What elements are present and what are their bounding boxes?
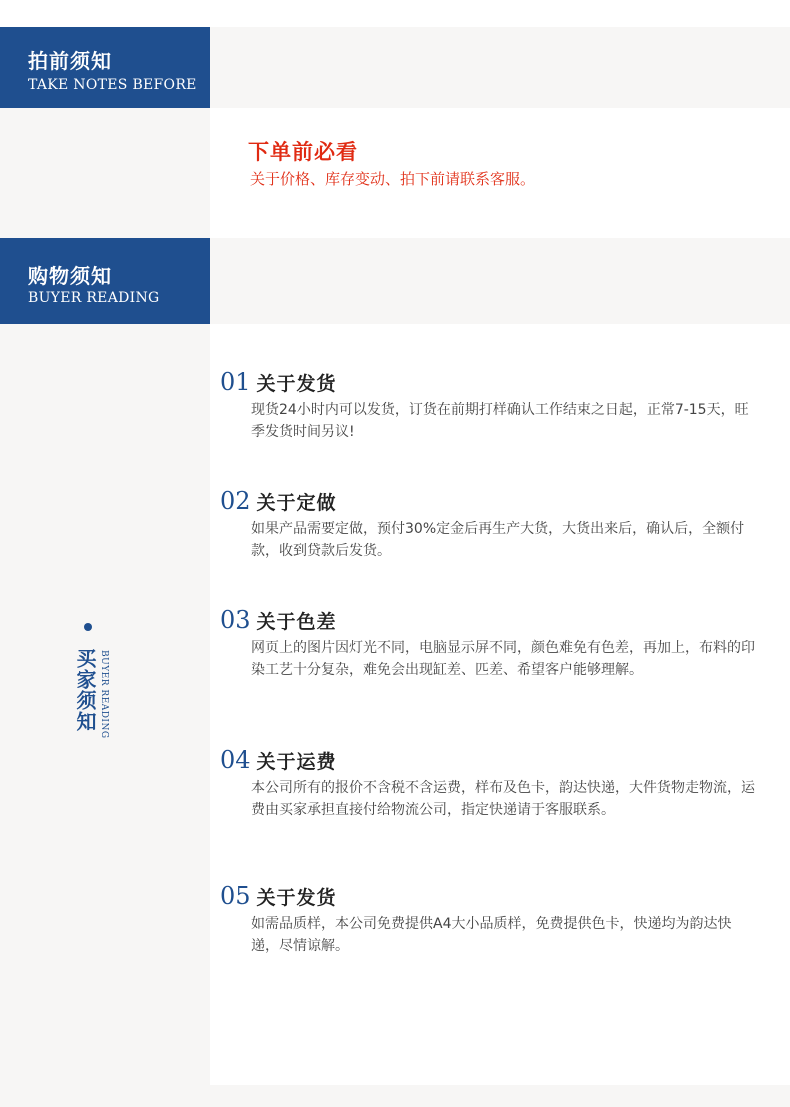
item-body: 如需品质样，本公司免费提供A4大小品质样，免费提供色卡，快递均为韵达快递，尽情谅解。 bbox=[251, 916, 732, 954]
item-body: 网页上的图片因灯光不同，电脑显示屏不同，颜色难免有色差，再加上，布料的印染工艺十分复杂，难免会出现缸差、匹差、希望客户能够理解。 bbox=[251, 640, 755, 678]
notice-item bbox=[220, 368, 760, 443]
item-number: 04 bbox=[220, 746, 251, 774]
notice-item bbox=[220, 882, 760, 957]
bottom-strip bbox=[210, 1085, 790, 1107]
section-title: 拍前须知 bbox=[28, 49, 112, 73]
notice-title: 下单前必看 bbox=[248, 140, 358, 164]
side-title: 买家须知 bbox=[73, 648, 97, 732]
notice-text: 关于价格、库存变动、拍下前请联系客服。 bbox=[250, 170, 536, 188]
item-number: 01 bbox=[220, 368, 251, 396]
item-title: 关于发货 bbox=[256, 887, 337, 909]
notice-left-panel bbox=[0, 108, 210, 238]
side-subtitle: BUYER READING bbox=[99, 650, 109, 739]
item-body: 如果产品需要定做，预付30%定金后再生产大货，大货出来后，确认后，全额付款，收到贷款后发货。 bbox=[251, 521, 745, 559]
section-subtitle: BUYER READING bbox=[28, 290, 160, 306]
notice-item bbox=[220, 746, 760, 821]
item-number: 03 bbox=[220, 606, 251, 634]
item-body: 本公司所有的报价不含税不含运费，样布及色卡，韵达快递，大件货物走物流，运费由买家承担直接付给物流公司，指定快递请于客服联系。 bbox=[251, 780, 755, 818]
mid-right-panel bbox=[210, 238, 790, 324]
item-title: 关于定做 bbox=[256, 492, 337, 514]
item-body: 现货24小时内可以发货，订货在前期打样确认工作结束之日起，正常7-15天，旺季发货时间另议! bbox=[251, 402, 749, 440]
notice-item bbox=[220, 487, 760, 562]
item-title: 关于运费 bbox=[256, 751, 337, 773]
section-header-take-notes bbox=[0, 27, 210, 108]
bullet-dot-icon bbox=[84, 623, 92, 631]
top-right-panel bbox=[210, 27, 790, 108]
notice-item bbox=[220, 606, 760, 681]
item-title: 关于色差 bbox=[256, 611, 337, 633]
item-number: 05 bbox=[220, 882, 251, 910]
item-title: 关于发货 bbox=[256, 373, 337, 395]
section-subtitle: TAKE NOTES BEFORE bbox=[28, 77, 197, 93]
section-header-buyer-reading bbox=[0, 238, 210, 324]
item-number: 02 bbox=[220, 487, 251, 515]
section-title: 购物须知 bbox=[28, 264, 112, 288]
